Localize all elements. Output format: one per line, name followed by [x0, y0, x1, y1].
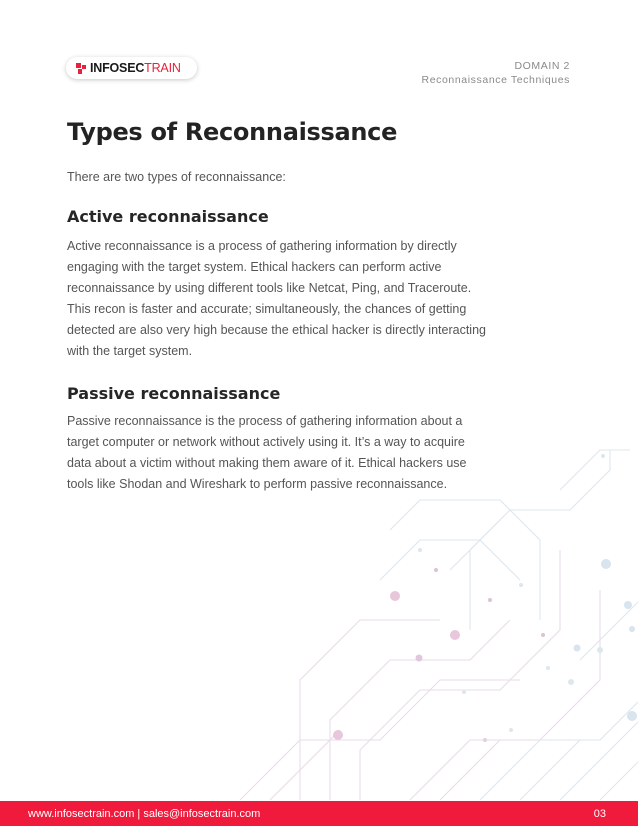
- body-line: reconnaissance by using different tools like Netcat, Ping, and Traceroute.: [67, 281, 472, 295]
- logo-wordmark-infosec: INFOSEC: [90, 61, 145, 75]
- footer-contact: www.infosectrain.com | sales@infosectrain.com: [28, 807, 261, 820]
- body-line: tools like Shodan and Wireshark to perform passive reconnaissance.: [67, 477, 448, 491]
- body-line: engaging with the target system. Ethical hackers can perform active: [67, 260, 442, 274]
- footer-bar: [0, 801, 638, 826]
- page-number: 03: [593, 807, 606, 820]
- domain-header: [422, 59, 570, 87]
- network-background-decoration: [0, 430, 638, 801]
- logo-mark-icon: [76, 63, 87, 74]
- section-heading-active: Active reconnaissance: [67, 207, 269, 226]
- page-title: Types of Reconnaissance: [67, 118, 398, 146]
- body-line: data about a victim without making them aware of it. Ethical hackers use: [67, 456, 467, 470]
- logo-wordmark: [90, 61, 181, 75]
- body-line: This recon is faster and accurate; simultaneously, the chances of getting: [67, 302, 467, 316]
- domain-label: DOMAIN 2: [514, 60, 570, 72]
- section-heading-passive: Passive reconnaissance: [67, 384, 281, 403]
- section-body-active: [67, 236, 577, 362]
- brand-logo: [66, 57, 197, 79]
- body-line: Active reconnaissance is a process of gathering information by directly: [67, 239, 457, 253]
- body-line: with the target system.: [67, 344, 193, 358]
- logo-wordmark-train: TRAIN: [144, 61, 181, 75]
- body-line: target computer or network without actively using it. It’s a way to acquire: [67, 435, 465, 449]
- body-line: Passive reconnaissance is the process of gathering information about a: [67, 414, 463, 428]
- body-line: detected are also very high because the ethical hacker is directly interacting: [67, 323, 486, 337]
- intro-text: There are two types of reconnaissance:: [67, 170, 286, 184]
- domain-subtitle: Reconnaissance Techniques: [421, 74, 570, 86]
